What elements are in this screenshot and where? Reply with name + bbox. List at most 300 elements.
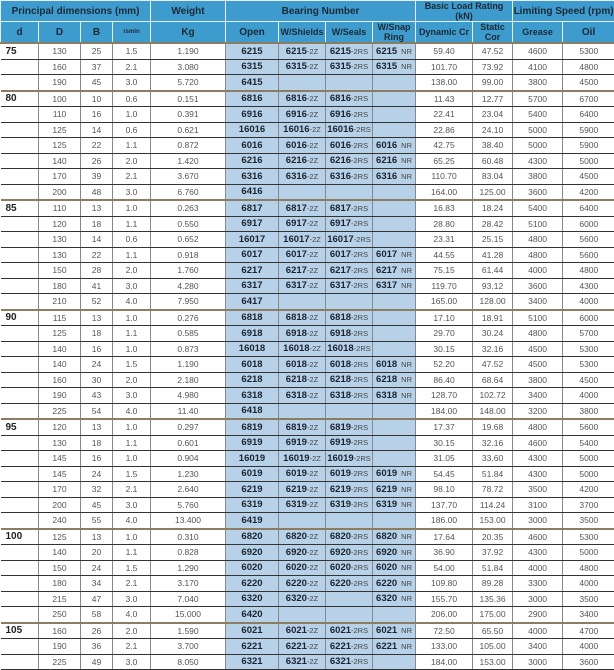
shields-bearing-number-base: 6317 [286, 280, 307, 291]
open-bearing-number [226, 232, 279, 248]
width-b: 20 [81, 545, 113, 561]
grease-speed: 3100 [513, 497, 563, 513]
table-row [1, 341, 614, 357]
seals-bearing-number-base: 6916 [330, 109, 351, 120]
shields-bearing-number-suffix: -2Z [307, 438, 318, 447]
snap-ring-bearing-number [373, 326, 416, 342]
seals-bearing-number-base: 6918 [330, 328, 351, 339]
weight: 0.904 [151, 451, 226, 467]
oil-speed: 5000 [563, 451, 614, 467]
seals-bearing-number-base: 6819 [330, 422, 351, 433]
shields-bearing-number [279, 184, 326, 200]
seals-bearing-number-suffix: -2RS [351, 438, 368, 447]
grease-speed: 5100 [513, 310, 563, 326]
seals-bearing-number [326, 529, 373, 545]
open-number: 6216 [241, 155, 262, 166]
width-b: 45 [81, 75, 113, 91]
outer-diameter: 115 [39, 310, 81, 326]
width-b: 14 [81, 122, 113, 138]
outer-diameter: 130 [39, 247, 81, 263]
shields-bearing-number-suffix: -2Z [307, 391, 318, 400]
static-cor: 93.12 [473, 278, 513, 294]
bore-d: 105 [1, 623, 39, 639]
open-number: 6916 [241, 109, 262, 120]
static-cor: 65.50 [473, 623, 513, 639]
rsmin: 3.0 [113, 388, 151, 404]
weight: 0.601 [151, 435, 226, 451]
seals-bearing-number-base: 6215 [330, 46, 351, 57]
weight: 3.700 [151, 639, 226, 655]
static-cor: 68.64 [473, 372, 513, 388]
open-bearing-number [226, 451, 279, 467]
bore-d [1, 482, 39, 498]
header-group-row [1, 1, 614, 22]
bore-d: 90 [1, 310, 39, 326]
open-number: 6417 [241, 296, 262, 307]
seals-bearing-number-suffix: -2RS [351, 266, 368, 275]
oil-speed: 6000 [563, 310, 614, 326]
seals-bearing-number-suffix: -2RS [351, 626, 368, 635]
seals-bearing-number-base: 6020 [330, 562, 351, 573]
open-number: 6416 [241, 186, 262, 197]
table-row [1, 545, 614, 561]
dynamic-cr: 75.15 [416, 263, 473, 279]
width-b: 24 [81, 466, 113, 482]
open-bearing-number [226, 357, 279, 373]
seals-bearing-number [326, 326, 373, 342]
seals-bearing-number-base: 16019 [327, 453, 353, 464]
rsmin: 0.6 [113, 91, 151, 107]
seals-bearing-number [326, 545, 373, 561]
snap-ring-bearing-number [373, 357, 416, 373]
weight: 0.872 [151, 138, 226, 154]
bearing-number-header: Bearing Number [226, 1, 416, 22]
shields-bearing-number [279, 326, 326, 342]
outer-diameter: 150 [39, 263, 81, 279]
basic-load-header: Basic Load Rating (kN) [416, 1, 513, 22]
shields-bearing-number [279, 294, 326, 310]
dynamic-cr: 17.10 [416, 310, 473, 326]
outer-diameter: 145 [39, 451, 81, 467]
seals-bearing-number [326, 184, 373, 200]
shields-bearing-number [279, 169, 326, 185]
table-row [1, 513, 614, 529]
static-cor: 47.52 [473, 43, 513, 59]
width-b: 16 [81, 341, 113, 357]
oil-speed: 4800 [563, 560, 614, 576]
snap-ring-bearing-number-base: 6820 [376, 531, 397, 542]
open-number: 6920 [241, 547, 262, 558]
open-number: 6816 [241, 93, 262, 104]
seals-bearing-number-suffix: -2RS [351, 485, 368, 494]
snap-ring-bearing-number [373, 451, 416, 467]
shields-bearing-number [279, 91, 326, 107]
seals-bearing-number [326, 310, 373, 326]
static-cor: 114.24 [473, 497, 513, 513]
open-number: 6418 [241, 405, 262, 416]
shields-bearing-number-suffix: -2Z [307, 548, 318, 557]
seals-bearing-number [326, 388, 373, 404]
snap-ring-bearing-number [373, 513, 416, 529]
grease-speed: 3400 [513, 294, 563, 310]
grease-speed: 4300 [513, 451, 563, 467]
snap-ring-bearing-number-base: 6920 [376, 547, 397, 558]
open-bearing-number [226, 623, 279, 639]
rsmin: 3.0 [113, 654, 151, 670]
open-number: 6018 [241, 359, 262, 370]
dynamic-cr: 101.70 [416, 59, 473, 75]
width-b: 26 [81, 153, 113, 169]
grease-speed: 4300 [513, 545, 563, 561]
seals-bearing-number-suffix: -2RS [351, 657, 368, 666]
table-row [1, 294, 614, 310]
rsmin: 1.0 [113, 107, 151, 123]
grease-speed: 2900 [513, 607, 563, 623]
shields-bearing-number [279, 639, 326, 655]
snap-ring-bearing-number [373, 497, 416, 513]
snap-ring-bearing-number-base: 6021 [376, 625, 397, 636]
weight: 15.000 [151, 607, 226, 623]
snap-ring-bearing-number-suffix: NR [401, 156, 412, 165]
weight: 3.670 [151, 169, 226, 185]
bore-d: 95 [1, 419, 39, 435]
snap-ring-bearing-number-suffix: NR [401, 172, 412, 181]
open-bearing-number [226, 169, 279, 185]
snap-ring-bearing-number-suffix: NR [401, 47, 412, 56]
static-cor: 61.44 [473, 263, 513, 279]
shields-bearing-number-base: 16016 [283, 124, 309, 135]
header-column-row [1, 22, 614, 44]
shields-bearing-number [279, 278, 326, 294]
bore-d [1, 466, 39, 482]
rsmin: 4.0 [113, 607, 151, 623]
width-b: 34 [81, 576, 113, 592]
oil-speed: 5300 [563, 341, 614, 357]
dynamic-cr: 11.43 [416, 91, 473, 107]
col-d: d [1, 22, 39, 44]
table-row [1, 216, 614, 232]
shields-bearing-number-base: 6918 [286, 328, 307, 339]
open-number: 6021 [241, 625, 262, 636]
shields-bearing-number-base: 6019 [286, 468, 307, 479]
snap-ring-bearing-number-suffix: NR [401, 548, 412, 557]
dynamic-cr: 186.00 [416, 513, 473, 529]
weight: 1.290 [151, 560, 226, 576]
outer-diameter: 170 [39, 482, 81, 498]
shields-bearing-number [279, 576, 326, 592]
rsmin: 1.1 [113, 435, 151, 451]
grease-speed: 4000 [513, 623, 563, 639]
bore-d [1, 232, 39, 248]
open-bearing-number [226, 200, 279, 216]
shields-bearing-number-suffix: -2Z [307, 172, 318, 181]
snap-ring-bearing-number-base: 6319 [376, 499, 397, 510]
oil-speed: 3400 [563, 607, 614, 623]
snap-ring-bearing-number [373, 341, 416, 357]
bore-d [1, 169, 39, 185]
weight: 7.950 [151, 294, 226, 310]
shields-bearing-number [279, 232, 326, 248]
shields-bearing-number [279, 75, 326, 91]
bore-d [1, 435, 39, 451]
grease-speed: 3000 [513, 591, 563, 607]
seals-bearing-number [326, 75, 373, 91]
rsmin: 2.0 [113, 153, 151, 169]
snap-ring-bearing-number [373, 247, 416, 263]
col-snap-ring: W/Snap Ring [373, 22, 416, 44]
seals-bearing-number-suffix: -2RS [351, 156, 368, 165]
snap-ring-bearing-number [373, 138, 416, 154]
outer-diameter: 170 [39, 169, 81, 185]
open-number: 6315 [241, 61, 262, 72]
rsmin: 1.1 [113, 216, 151, 232]
shields-bearing-number [279, 263, 326, 279]
oil-speed: 5300 [563, 43, 614, 59]
table-row [1, 466, 614, 482]
snap-ring-bearing-number-suffix: NR [401, 469, 412, 478]
open-number: 6016 [241, 140, 262, 151]
table-row [1, 388, 614, 404]
weight: 8.050 [151, 654, 226, 670]
open-number: 6320 [241, 593, 262, 604]
seals-bearing-number-suffix: -2RS [354, 235, 371, 244]
rsmin: 1.5 [113, 43, 151, 59]
dynamic-cr: 164.00 [416, 184, 473, 200]
table-row [1, 75, 614, 91]
shields-bearing-number-base: 6215 [286, 46, 307, 57]
seals-bearing-number-suffix: -2RS [351, 423, 368, 432]
table-row [1, 310, 614, 326]
outer-diameter: 250 [39, 607, 81, 623]
shields-bearing-number-base: 6917 [286, 218, 307, 229]
table-row [1, 529, 614, 545]
snap-ring-bearing-number [373, 43, 416, 59]
width-b: 16 [81, 107, 113, 123]
open-bearing-number [226, 107, 279, 123]
open-bearing-number [226, 216, 279, 232]
dynamic-cr: 184.00 [416, 403, 473, 419]
snap-ring-bearing-number-base: 6317 [376, 280, 397, 291]
shields-bearing-number-suffix: -2Z [307, 313, 318, 322]
snap-ring-bearing-number [373, 435, 416, 451]
open-bearing-number [226, 545, 279, 561]
table-row [1, 122, 614, 138]
seals-bearing-number-suffix: -2RS [351, 110, 368, 119]
shields-bearing-number-suffix: -2Z [307, 594, 318, 603]
snap-ring-bearing-number [373, 263, 416, 279]
width-b: 13 [81, 419, 113, 435]
width-b: 18 [81, 435, 113, 451]
shields-bearing-number-suffix: -2Z [307, 657, 318, 666]
snap-ring-bearing-number [373, 576, 416, 592]
grease-speed: 4000 [513, 560, 563, 576]
weight: 13.400 [151, 513, 226, 529]
open-number: 6321 [241, 656, 262, 667]
shields-bearing-number-suffix: -2Z [307, 204, 318, 213]
shields-bearing-number [279, 466, 326, 482]
shields-bearing-number-base: 6320 [286, 593, 307, 604]
open-number: 16017 [239, 234, 265, 245]
outer-diameter: 140 [39, 357, 81, 373]
bore-d [1, 357, 39, 373]
snap-ring-bearing-number-base: 6017 [376, 249, 397, 260]
grease-speed: 4600 [513, 435, 563, 451]
open-number: 16016 [239, 124, 265, 135]
dynamic-cr: 133.00 [416, 639, 473, 655]
outer-diameter: 190 [39, 639, 81, 655]
static-cor: 105.00 [473, 639, 513, 655]
outer-diameter: 140 [39, 545, 81, 561]
shields-bearing-number [279, 513, 326, 529]
bore-d [1, 138, 39, 154]
shields-bearing-number-base: 6020 [286, 562, 307, 573]
bore-d [1, 59, 39, 75]
oil-speed: 5600 [563, 419, 614, 435]
static-cor: 32.16 [473, 435, 513, 451]
open-number: 6420 [241, 609, 262, 620]
seals-bearing-number [326, 200, 373, 216]
dynamic-cr: 17.37 [416, 419, 473, 435]
snap-ring-bearing-number [373, 591, 416, 607]
shields-bearing-number-base: 6316 [286, 171, 307, 182]
grease-speed: 4300 [513, 466, 563, 482]
shields-bearing-number [279, 59, 326, 75]
table-row [1, 654, 614, 670]
width-b: 16 [81, 451, 113, 467]
bore-d [1, 75, 39, 91]
seals-bearing-number-suffix: -2RS [354, 125, 371, 134]
dynamic-cr: 30.15 [416, 435, 473, 451]
outer-diameter: 180 [39, 278, 81, 294]
dynamic-cr: 206.00 [416, 607, 473, 623]
open-bearing-number [226, 654, 279, 670]
outer-diameter: 190 [39, 388, 81, 404]
oil-speed: 5900 [563, 122, 614, 138]
grease-speed: 4800 [513, 247, 563, 263]
snap-ring-bearing-number [373, 607, 416, 623]
shields-bearing-number [279, 43, 326, 59]
seals-bearing-number [326, 482, 373, 498]
static-cor: 99.00 [473, 75, 513, 91]
seals-bearing-number-base: 6816 [330, 93, 351, 104]
outer-diameter: 120 [39, 216, 81, 232]
open-number: 6419 [241, 515, 262, 526]
seals-bearing-number-base: 6221 [330, 641, 351, 652]
outer-diameter: 130 [39, 232, 81, 248]
grease-speed: 3500 [513, 482, 563, 498]
rsmin: 0.6 [113, 232, 151, 248]
open-bearing-number [226, 591, 279, 607]
seals-bearing-number [326, 247, 373, 263]
shields-bearing-number [279, 357, 326, 373]
grease-speed: 5000 [513, 122, 563, 138]
outer-diameter: 200 [39, 497, 81, 513]
seals-bearing-number-base: 6017 [330, 249, 351, 260]
static-cor: 153.00 [473, 654, 513, 670]
static-cor: 60.48 [473, 153, 513, 169]
dynamic-cr: 28.80 [416, 216, 473, 232]
static-cor: 19.68 [473, 419, 513, 435]
rsmin: 1.0 [113, 341, 151, 357]
seals-bearing-number-suffix: -2RS [351, 141, 368, 150]
snap-ring-bearing-number-suffix: NR [401, 391, 412, 400]
seals-bearing-number-base: 6920 [330, 547, 351, 558]
oil-speed: 6400 [563, 107, 614, 123]
dynamic-cr: 184.00 [416, 654, 473, 670]
open-bearing-number [226, 122, 279, 138]
outer-diameter: 125 [39, 529, 81, 545]
outer-diameter: 110 [39, 107, 81, 123]
snap-ring-bearing-number [373, 310, 416, 326]
shields-bearing-number-base: 6819 [286, 422, 307, 433]
open-bearing-number [226, 310, 279, 326]
shields-bearing-number-base: 6016 [286, 140, 307, 151]
snap-ring-bearing-number-base: 6219 [376, 484, 397, 495]
weight: 1.590 [151, 623, 226, 639]
seals-bearing-number [326, 451, 373, 467]
grease-speed: 4100 [513, 59, 563, 75]
seals-bearing-number-suffix: -2RS [351, 375, 368, 384]
grease-speed: 3000 [513, 513, 563, 529]
bore-d: 80 [1, 91, 39, 107]
snap-ring-bearing-number-base: 6218 [376, 374, 397, 385]
shields-bearing-number-suffix: -2Z [310, 454, 321, 463]
rsmin: 1.0 [113, 451, 151, 467]
open-number: 6819 [241, 422, 262, 433]
outer-diameter: 140 [39, 341, 81, 357]
weight: 1.230 [151, 466, 226, 482]
dynamic-cr: 128.70 [416, 388, 473, 404]
col-seals: W/Seals [326, 22, 373, 44]
static-cor: 20.35 [473, 529, 513, 545]
width-b: 47 [81, 591, 113, 607]
table-row [1, 591, 614, 607]
grease-speed: 3800 [513, 169, 563, 185]
open-bearing-number [226, 91, 279, 107]
dynamic-cr: 155.70 [416, 591, 473, 607]
snap-ring-bearing-number-suffix: NR [401, 532, 412, 541]
table-row [1, 91, 614, 107]
static-cor: 37.92 [473, 545, 513, 561]
seals-bearing-number-suffix: -2RS [351, 219, 368, 228]
oil-speed: 3500 [563, 513, 614, 529]
oil-speed: 5300 [563, 357, 614, 373]
shields-bearing-number [279, 388, 326, 404]
snap-ring-bearing-number-suffix: NR [401, 626, 412, 635]
grease-speed: 4000 [513, 263, 563, 279]
shields-bearing-number-suffix: -2Z [307, 47, 318, 56]
rsmin: 0.6 [113, 122, 151, 138]
static-cor: 30.24 [473, 326, 513, 342]
weight: 0.151 [151, 91, 226, 107]
shields-bearing-number-suffix: -2Z [307, 281, 318, 290]
shields-bearing-number-base: 6219 [286, 484, 307, 495]
rsmin: 2.0 [113, 263, 151, 279]
grease-speed: 3600 [513, 184, 563, 200]
col-static: Static Cor [473, 22, 513, 44]
width-b: 37 [81, 59, 113, 75]
shields-bearing-number-base: 6319 [286, 499, 307, 510]
shields-bearing-number-base: 6216 [286, 155, 307, 166]
seals-bearing-number-base: 16018 [327, 343, 353, 354]
grease-speed: 4800 [513, 232, 563, 248]
snap-ring-bearing-number-suffix: NR [401, 141, 412, 150]
shields-bearing-number-base: 6318 [286, 390, 307, 401]
open-number: 6217 [241, 265, 262, 276]
table-row [1, 107, 614, 123]
snap-ring-bearing-number-suffix: NR [401, 250, 412, 259]
oil-speed: 5000 [563, 153, 614, 169]
